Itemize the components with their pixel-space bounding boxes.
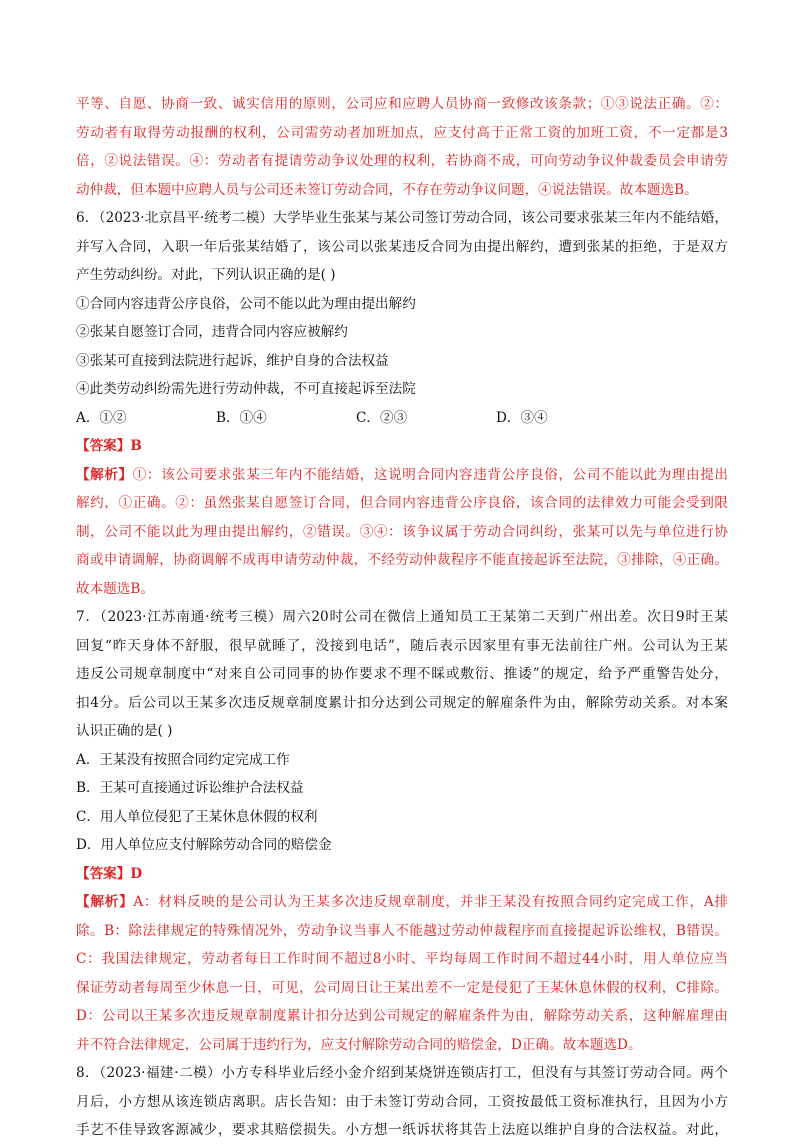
choice-d: D．③④ [496, 409, 548, 426]
answer-line [76, 860, 728, 889]
explain-line: C：我国法律规定，劳动者每日工作时间不超过8小时、平均每周工作时间不超过44小时，用人单位应当 [76, 951, 728, 967]
question-stem-line: 8．（2023·福建·二模）小方专科毕业后经小金介绍到某烧饼连锁店打工，但没有与其签订劳动合同。两个 [76, 1065, 728, 1081]
question-stem-line: 回复“昨天身体不舒服，很早就睡了，没接到电话”，随后表示因家里有事无法前往广州。公司认为王某 [76, 637, 728, 654]
question-6 [76, 204, 728, 603]
explain-line: 保证劳动者每周至少休息一日，可见，公司周日让王某出差不一定是侵犯了王某休息休假的权利，C排除。 [76, 979, 728, 996]
prev-explanation [76, 90, 728, 204]
explain-line: D：公司以王某多次违反规章制度累计扣分达到公司规定的解雇条件为由，解除劳动关系，这种解雇理由 [76, 1008, 728, 1024]
option-d: D．用人单位应支付解除劳动合同的赔偿金 [76, 837, 332, 853]
explain-text: ①：该公司要求张某三年内不能结婚，这说明合同内容违背公序良俗，公司不能以此为理由提出 [132, 466, 728, 483]
explain-line: 动仲裁，但本题中应聘人员与公司还未签订劳动合同，不存在劳动争议问题，④说法错误。故本题选B。 [76, 181, 698, 198]
question-stem-line: 并写入合同，入职一年后张某结婚了，该公司以张某违反合同为由提出解约，遭到张某的拒绝，于是双方 [76, 238, 728, 255]
explain-line: 故本题选B。 [76, 580, 154, 597]
explain-line: 除。B：除法律规定的特殊情况外，劳动争议当事人不能越过劳动仲裁程序而直接提起诉讼维权，B错误。 [76, 922, 728, 939]
question-stem-line: 6．（2023·北京昌平·统考二模）大学毕业生张某与某公司签订劳动合同，该公司要求张某三年内不能结婚， [76, 210, 728, 226]
answer-value: D [130, 865, 143, 882]
choice-a: A．①② [76, 409, 127, 426]
statement: ②张某自愿签订合同，违背合同内容应被解约 [76, 324, 348, 340]
question-stem-line: 认识正确的是( ) [76, 723, 173, 739]
question-stem-line: 违反公司规章制度中“对来自公司同事的协作要求不理不睬或敷衍、推诿”的规定，给予严重警告处分， [76, 666, 728, 682]
explain-line [76, 461, 728, 490]
question-stem-line: 月后，小方想从该连锁店离职。店长告知：由于未签订劳动合同，工资按最低工资标准执行，且因为小方 [76, 1093, 728, 1110]
explain-line: 平等、自愿、协商一致、诚实信用的原则，公司应和应聘人员协商一致修改该条款；①③说法正确。②： [76, 96, 728, 112]
explain-line: 倍，②说法错误。④：劳动者有提请劳动争议处理的权利，若协商不成，可向劳动争议仲裁委员会申请劳 [76, 153, 728, 169]
explanation [76, 461, 728, 604]
question-stem-line: 手艺不佳导致客源减少，要求其赔偿损失。小方想一纸诉状将其告上法庭以维护自身的合法权益。对此， [76, 1122, 728, 1138]
explain-line: 劳动者有取得劳动报酬的权利，公司需劳动者加班加点，应支付高于正常工资的加班工资，不一定都是3 [76, 124, 728, 141]
question-7 [76, 603, 728, 1059]
answer-tag: 【答案】 [76, 865, 131, 882]
question-stem-line: 扣4分。后公司以王某多次违反规章制度累计扣分达到公司规定的解雇条件为由，解除劳动关系。对本案 [76, 694, 728, 711]
explain-line: 解约，①正确。②：虽然张某自愿签订合同，但合同内容违背公序良俗，该合同的法律效力可能会受到限 [76, 495, 728, 511]
statement: ①合同内容违背公序良俗，公司不能以此为理由提出解约 [76, 295, 416, 312]
answer-line [76, 432, 728, 461]
explain-tag: 【解析】 [76, 466, 133, 483]
choice-b: B．①④ [216, 409, 267, 426]
answer-tag: 【答案】 [76, 438, 131, 454]
option-c: C．用人单位侵犯了王某休息休假的权利 [76, 808, 318, 825]
statement: ③张某可直接到法院进行起诉，维护自身的合法权益 [76, 352, 389, 369]
document-content [76, 90, 728, 1145]
explain-line: 并不符合法律规定，公司属于违约行为，应支付解除劳动合同的赔偿金，D正确。故本题选D。 [76, 1036, 642, 1053]
statement: ④此类劳动纠纷需先进行劳动仲裁，不可直接起诉至法院 [76, 381, 416, 397]
explain-line [76, 888, 728, 917]
explain-tag: 【解析】 [76, 894, 134, 910]
choice-row [76, 404, 728, 433]
option-a: A．王某没有按照合同约定完成工作 [76, 751, 290, 768]
question-stem-line: 7．（2023·江苏南通·统考三模）周六20时公司在微信上通知员工王某第二天到广州出差。次日9时王某 [76, 609, 728, 625]
option-b: B．王某可直接通过诉讼维护合法权益 [76, 780, 304, 796]
explain-text: A：材料反映的是公司认为王某多次违反规章制度，并非王某没有按照合同约定完成工作，A排 [133, 894, 728, 910]
explain-line: 商或申请调解，协商调解不成再申请劳动仲裁，不经劳动仲裁程序不能直接起诉至法院，③排除，④正确。 [76, 552, 728, 568]
question-stem-line: 产生劳动纠纷。对此，下列认识正确的是( ) [76, 267, 336, 283]
explain-line: 制，公司不能以此为理由提出解约，②错误。③④：该争议属于劳动合同纠纷，张某可以先与单位进行协 [76, 523, 728, 540]
explanation [76, 888, 728, 1059]
choice-c: C．②③ [356, 409, 408, 426]
answer-value: B [130, 438, 142, 454]
